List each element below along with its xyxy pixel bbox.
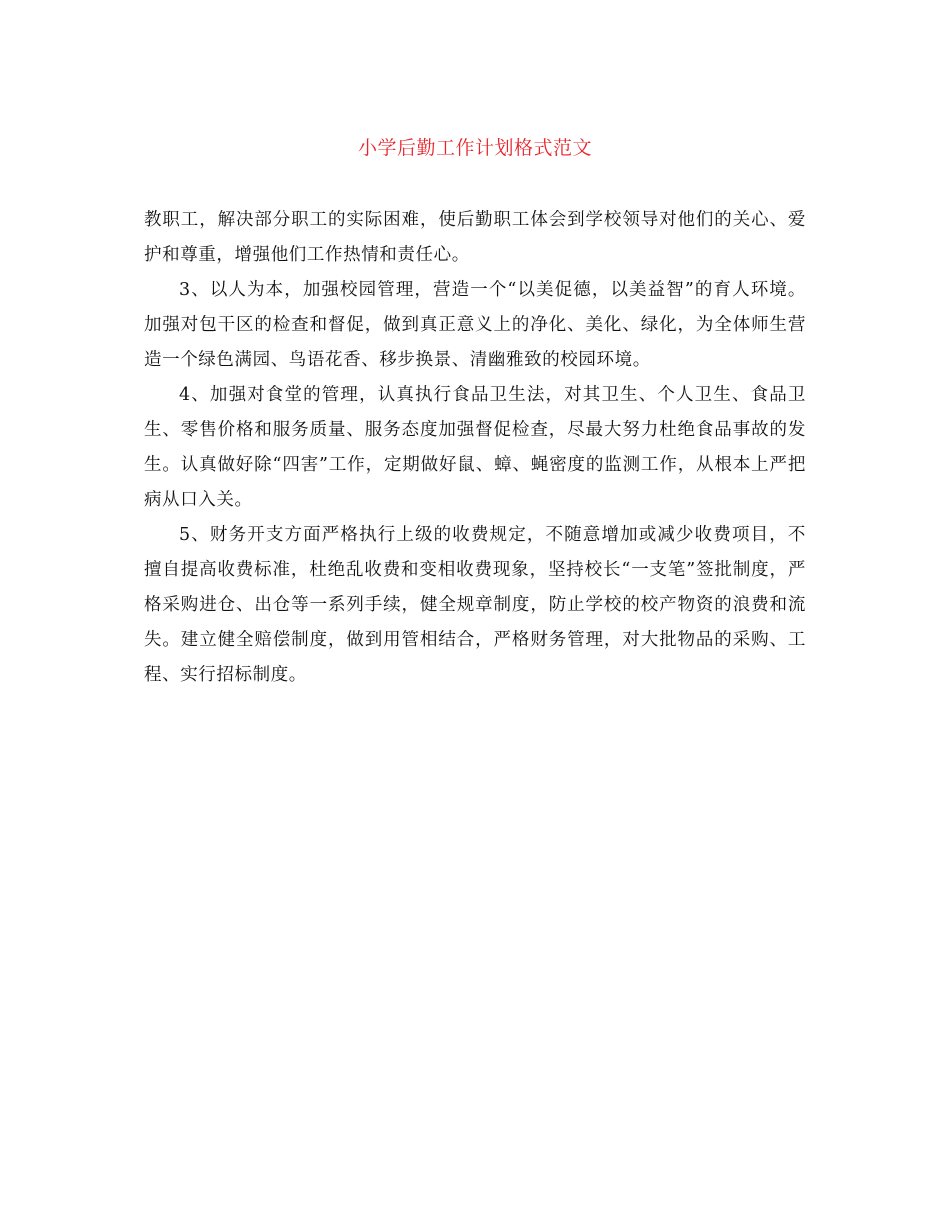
- document-title: 小学后勤工作计划格式范文: [357, 137, 592, 159]
- paragraph-continuation: 教职工，解决部分职工的实际困难，使后勤职工体会到学校领导对他们的关心、爱护和尊重，增强他们工作热情和责任心。: [144, 210, 806, 265]
- paragraph-item-3: 3、以人为本，加强校园管理，营造一个“以美促德，以美益智”的育人环境。加强对包干区的检查和督促，做到真正意义上的净化、美化、绿化，为全体师生营造一个绿色满园、鸟语花香、移步换景、清幽雅致的校园环境。: [144, 280, 806, 370]
- document-body: [144, 203, 806, 693]
- paragraph-item-5: 5、财务开支方面严格执行上级的收费规定，不随意增加或减少收费项目，不擅自提高收费标准，杜绝乱收费和变相收费现象，坚持校长“一支笔”签批制度，严格采购进仓、出仓等一系列手续，健全规章制度，防止学校的校产物资的浪费和流失。建立健全赔偿制度，做到用管相结合，严格财务管理，对大批物品的采购、工程、实行招标制度。: [144, 525, 806, 685]
- paragraph-item-4: 4、加强对食堂的管理，认真执行食品卫生法，对其卫生、个人卫生、食品卫生、零售价格和服务质量、服务态度加强督促检查，尽最大努力杜绝食品事故的发生。认真做好除“四害”工作，定期做好鼠、蟑、蝇密度的监测工作，从根本上严把病从口入关。: [144, 385, 806, 510]
